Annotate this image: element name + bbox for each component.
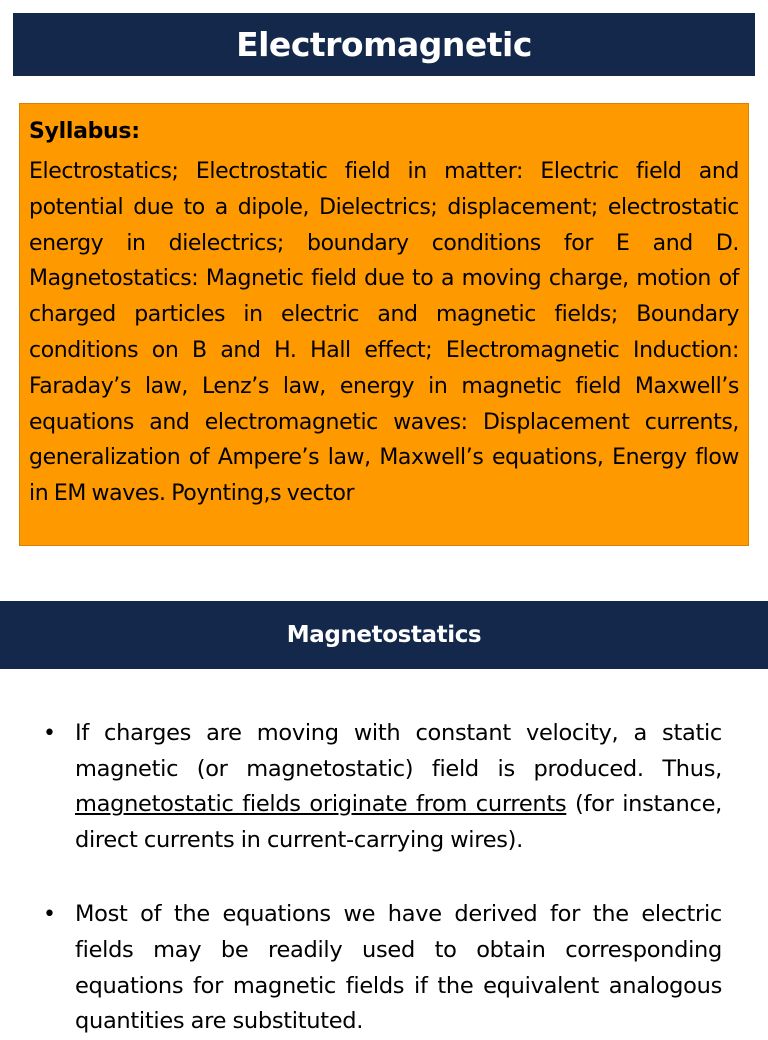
bullet-text-end: (for instance, direct currents in current-carrying wires). [75,791,722,853]
bullet-icon: • [43,721,56,746]
bullet-item [40,897,722,1039]
bullet-list [40,716,722,1040]
bullet-icon: • [43,902,56,928]
bullet-underlined-text: magnetostatic fields originate from currents [75,791,567,818]
section-title-bar [0,601,768,669]
bullet-text-start: If charges are moving with constant velocity, a static magnetic (or magnetostatic) field is produced. Thus, [75,720,722,782]
bullet-item [40,716,722,858]
bullet-text: Most of the equations we have derived for the electric fields may be readily used to obtain corresponding equations for magnetic fields if the equivalent analogous quantities are substituted. [75,901,722,1035]
section-title: Magnetostatics [286,622,482,648]
syllabus-box [19,103,749,546]
slide-title: Electromagnetic [236,25,532,64]
slide-title-bar [13,13,755,76]
syllabus-text: Electrostatics; Electrostatic field in matter: Electric field and potential due to a dipole, Dielectrics; displacement; electrostatic energy in dielectrics; boundary conditions for E and D. Magnetostatics: Magnetic field due to a moving charge, motion of charged particles in electric and magnetic fields; Boundary conditions on B and H. Hall effect; Electromagnetic Induction: Faraday’s law, Lenz’s law, energy in magnetic field Maxwell’s equations and electromagnetic waves: Displacement currents, generalization of Ampere’s law, Maxwell’s equations, Energy flow in EM waves. Poynting,s vector [29,159,739,507]
syllabus-heading: Syllabus: [29,119,140,144]
